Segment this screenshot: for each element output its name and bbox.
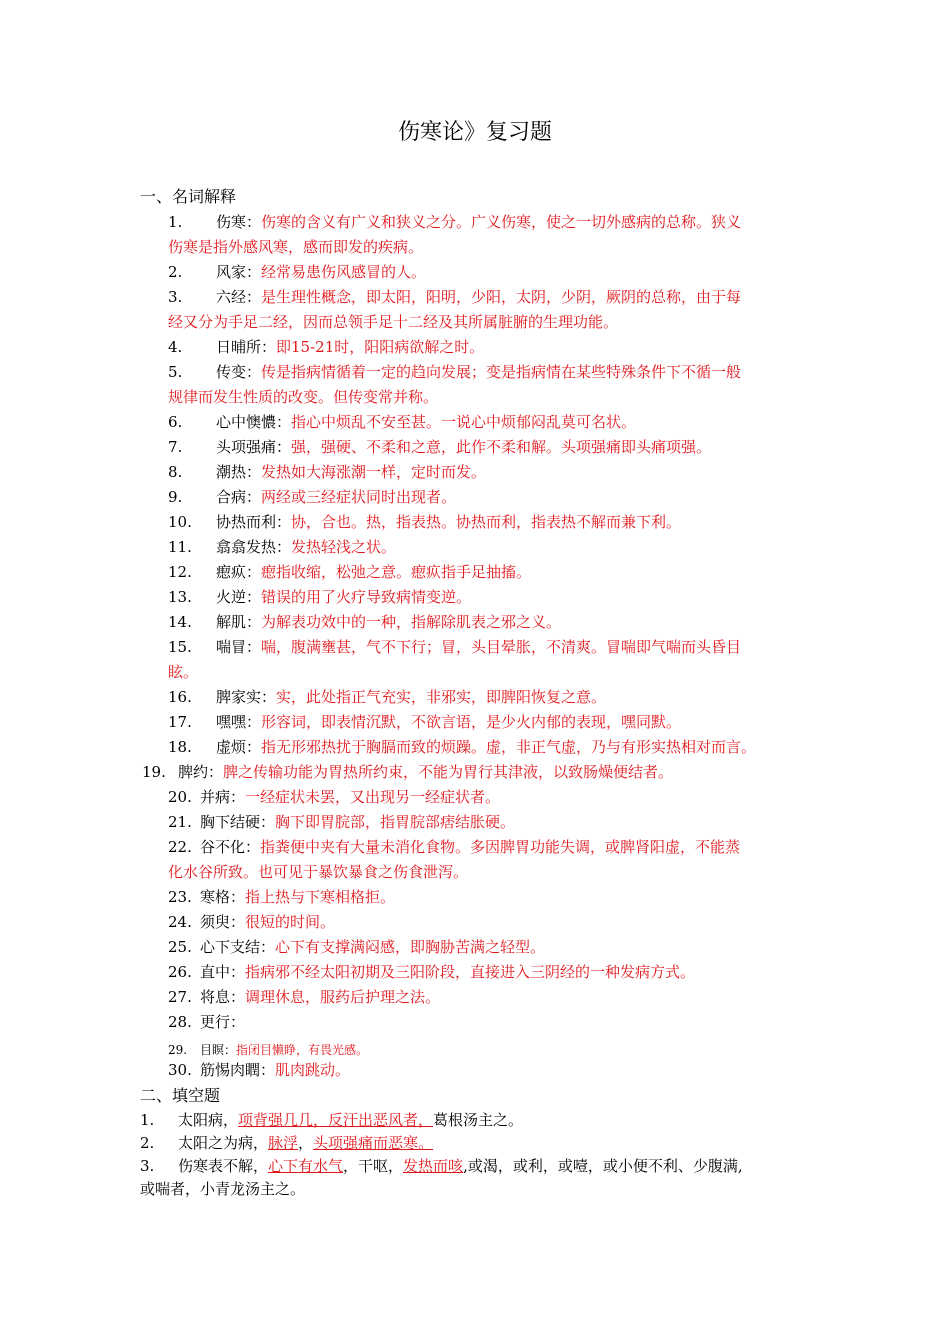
term-number: 3. (168, 288, 183, 306)
term-definition: 实，此处指正气充实，非邪实，即脾阳恢复之意。 (276, 688, 607, 706)
term-label: 寒格： (200, 888, 246, 906)
term-label: 胸下结硬： (200, 813, 276, 831)
term-item (168, 287, 741, 307)
term-item (168, 837, 740, 857)
term-item (168, 637, 741, 657)
term-item (168, 737, 756, 757)
term-definition: 瘛指收缩，松弛之意。瘛疭指手足抽搐。 (261, 563, 532, 581)
term-label: 须臾： (200, 913, 246, 931)
term-label: 火逆： (216, 588, 262, 606)
term-number: 8. (168, 463, 183, 481)
term-number: 27. (168, 988, 192, 1006)
term-definition: 强，强硬、不柔和之意，此作不柔和解。头项强痛即头痛项强。 (291, 438, 712, 456)
term-item (168, 412, 636, 432)
fill-text: 。 (418, 1134, 434, 1152)
term-label: 协热而利： (216, 513, 292, 531)
section-heading-terms: 一、名词解释 (140, 187, 237, 206)
term-number: 18. (168, 738, 192, 756)
term-item (168, 587, 471, 607)
term-item (168, 462, 486, 482)
term-number: 29. (168, 1043, 188, 1057)
term-definition: 指闭目懒睁，有畏光感。 (236, 1043, 369, 1057)
term-definition-continued: 规律而发生性质的改变。但传变常并称。 (168, 388, 439, 406)
term-number: 5. (168, 363, 183, 381)
term-definition: 脾之传输功能为胃热所约束，不能为胃行其津液，以致肠燥便结者。 (223, 763, 674, 781)
term-definition: 调理休息，服药后护理之法。 (245, 988, 441, 1006)
term-definition: 发热如大海涨潮一样，定时而发。 (261, 463, 487, 481)
fill-answer: 项背强几几，反汗出恶风者， (238, 1111, 434, 1129)
term-definition-continued: 经又分为手足二经，因而总领手足十二经及其所属脏腑的生理功能。 (168, 313, 619, 331)
term-number: 11. (168, 538, 192, 556)
term-item (168, 612, 561, 632)
term-item (168, 362, 741, 382)
term-number: 14. (168, 613, 192, 631)
fill-number: 2. (140, 1134, 155, 1152)
fill-text: ， (298, 1134, 314, 1152)
fill-answer: 脉浮 (268, 1134, 299, 1152)
section-heading-fill: 二、填空题 (140, 1086, 221, 1105)
fill-answer: 头项强痛而恶寒 (313, 1134, 419, 1152)
fill-item (140, 1110, 523, 1130)
term-definition: 指心中烦乱不安至甚。一说心中烦郁闷乱莫可名状。 (291, 413, 637, 431)
term-number: 15. (168, 638, 192, 656)
term-number: 6. (168, 413, 183, 431)
term-item (168, 912, 335, 932)
term-label: 将息： (200, 988, 246, 1006)
fill-item (140, 1156, 743, 1176)
term-number: 13. (168, 588, 192, 606)
term-definition: 是生理性概念，即太阳，阳明，少阳，太阴，少阴，厥阴的总称，由于每 (261, 288, 742, 306)
term-number: 25. (168, 938, 192, 956)
term-definition-continued: 伤寒是指外感风寒，感而即发的疾病。 (168, 238, 424, 256)
term-item (168, 1060, 350, 1080)
term-number: 30. (168, 1061, 192, 1079)
term-item (168, 962, 695, 982)
term-definition: 指病邪不经太阳初期及三阳阶段，直接进入三阴经的一种发病方式。 (245, 963, 696, 981)
term-definition: 发热轻浅之状。 (291, 538, 397, 556)
term-definition: 很短的时间。 (245, 913, 336, 931)
term-number: 16. (168, 688, 192, 706)
term-definition: 胸下即胃脘部，指胃脘部痞结胀硬。 (275, 813, 516, 831)
term-number: 1. (168, 213, 183, 231)
term-definition-continued: 化水谷所致。也可见于暴饮暴食之伤食泄泻。 (168, 863, 469, 881)
term-label: 传变： (216, 363, 262, 381)
term-label: 心下支结： (200, 938, 276, 956)
term-definition: 指粪便中夹有大量未消化食物。多因脾胃功能失调，或脾肾阳虚，不能蒸 (260, 838, 741, 856)
fill-text: 葛根汤主之。 (433, 1111, 524, 1129)
term-label: 并病： (200, 788, 246, 806)
term-definition-continued: 眩。 (168, 663, 199, 681)
term-number: 7. (168, 438, 183, 456)
term-definition: 心下有支撑满闷感，即胸胁苦满之轻型。 (275, 938, 546, 956)
term-number: 20. (168, 788, 192, 806)
fill-text: ,或渴，或利，或噎，或小便不利、少腹满, (463, 1157, 743, 1175)
term-item (168, 937, 545, 957)
term-definition: 传是指病情循着一定的趋向发展；变是指病情在某些特殊条件下不循一般 (261, 363, 742, 381)
term-item (168, 537, 396, 557)
term-label: 脾约： (178, 763, 224, 781)
term-label: 风家： (216, 263, 262, 281)
fill-text-continued: 或喘者，小青龙汤主之。 (140, 1180, 306, 1198)
term-item (168, 512, 681, 532)
term-item (142, 762, 673, 782)
fill-text: ，干呕， (343, 1157, 404, 1175)
term-number: 17. (168, 713, 192, 731)
term-definition: 为解表功效中的一种，指解除肌表之邪之义。 (261, 613, 562, 631)
term-number: 26. (168, 963, 192, 981)
term-definition: 形容词，即表情沉默，不欲言语，是少火内郁的表现，嘿同默。 (261, 713, 682, 731)
term-number: 12. (168, 563, 192, 581)
term-label: 头项强痛： (216, 438, 292, 456)
fill-answer: 心下有水气 (268, 1157, 344, 1175)
term-label: 日晡所： (216, 338, 277, 356)
term-item (168, 212, 741, 232)
term-label: 翕翕发热： (216, 538, 292, 556)
term-definition: 错误的用了火疗导致病情变逆。 (261, 588, 472, 606)
term-label: 喘冒： (216, 638, 262, 656)
term-definition: 指无形邪热扰于胸膈而致的烦躁。虚，非正气虚，乃与有形实热相对而言。 (261, 738, 757, 756)
term-label: 六经： (216, 288, 262, 306)
fill-number: 1. (140, 1111, 155, 1129)
term-label: 瘛疭： (216, 563, 262, 581)
term-label: 合病： (216, 488, 262, 506)
term-definition: 喘，腹满壅甚，气不下行；冒，头目晕胀，不清爽。冒喘即气喘而头昏目 (261, 638, 742, 656)
term-number: 28. (168, 1013, 192, 1031)
term-item (168, 1012, 245, 1032)
page-title: 伤寒论》复习题 (397, 120, 552, 145)
term-definition: 即15-21时，阳阳病欲解之时。 (276, 338, 485, 356)
term-label: 解肌： (216, 613, 262, 631)
term-label: 直中： (200, 963, 246, 981)
fill-text: 太阳之为病， (178, 1134, 269, 1152)
term-item (168, 787, 500, 807)
term-number: 4. (168, 338, 183, 356)
term-label: 脾家实： (216, 688, 277, 706)
term-definition: 经常易患伤风感冒的人。 (261, 263, 427, 281)
term-definition: 指上热与下寒相格拒。 (245, 888, 396, 906)
term-number: 22. (168, 838, 192, 856)
term-item (168, 487, 456, 507)
term-number: 19. (142, 763, 166, 781)
term-item (168, 887, 395, 907)
term-label: 筋惕肉瞤： (200, 1061, 276, 1079)
term-item (168, 337, 484, 357)
term-item (168, 812, 515, 832)
term-number: 21. (168, 813, 192, 831)
term-label: 目瞑： (200, 1043, 237, 1057)
term-number: 9. (168, 488, 183, 506)
term-label: 心中懊憹： (216, 413, 292, 431)
fill-text: 伤寒表不解， (178, 1157, 269, 1175)
term-label: 谷不化： (200, 838, 261, 856)
fill-answer: 发热而咳 (403, 1157, 464, 1175)
fill-item (140, 1133, 433, 1153)
term-number: 10. (168, 513, 192, 531)
term-item (168, 562, 531, 582)
term-number: 24. (168, 913, 192, 931)
term-label: 更行： (200, 1013, 246, 1031)
term-item (168, 1040, 368, 1060)
term-number: 2. (168, 263, 183, 281)
term-item (168, 687, 606, 707)
term-item (168, 437, 711, 457)
term-item (168, 987, 440, 1007)
term-definition: 一经症状未罢，又出现另一经症状者。 (245, 788, 501, 806)
fill-number: 3. (140, 1157, 155, 1175)
term-item (168, 712, 681, 732)
term-item (168, 262, 426, 282)
term-definition: 肌肉跳动。 (275, 1061, 351, 1079)
term-definition: 两经或三经症状同时出现者。 (261, 488, 457, 506)
term-label: 潮热： (216, 463, 262, 481)
fill-text: 太阳病， (178, 1111, 239, 1129)
term-number: 23. (168, 888, 192, 906)
term-label: 伤寒： (216, 213, 262, 231)
term-definition: 伤寒的含义有广义和狭义之分。广义伤寒，使之一切外感病的总称。狭义 (261, 213, 742, 231)
term-label: 嘿嘿： (216, 713, 262, 731)
term-definition: 协，合也。热，指表热。协热而利，指表热不解而兼下利。 (291, 513, 682, 531)
term-label: 虚烦： (216, 738, 262, 756)
